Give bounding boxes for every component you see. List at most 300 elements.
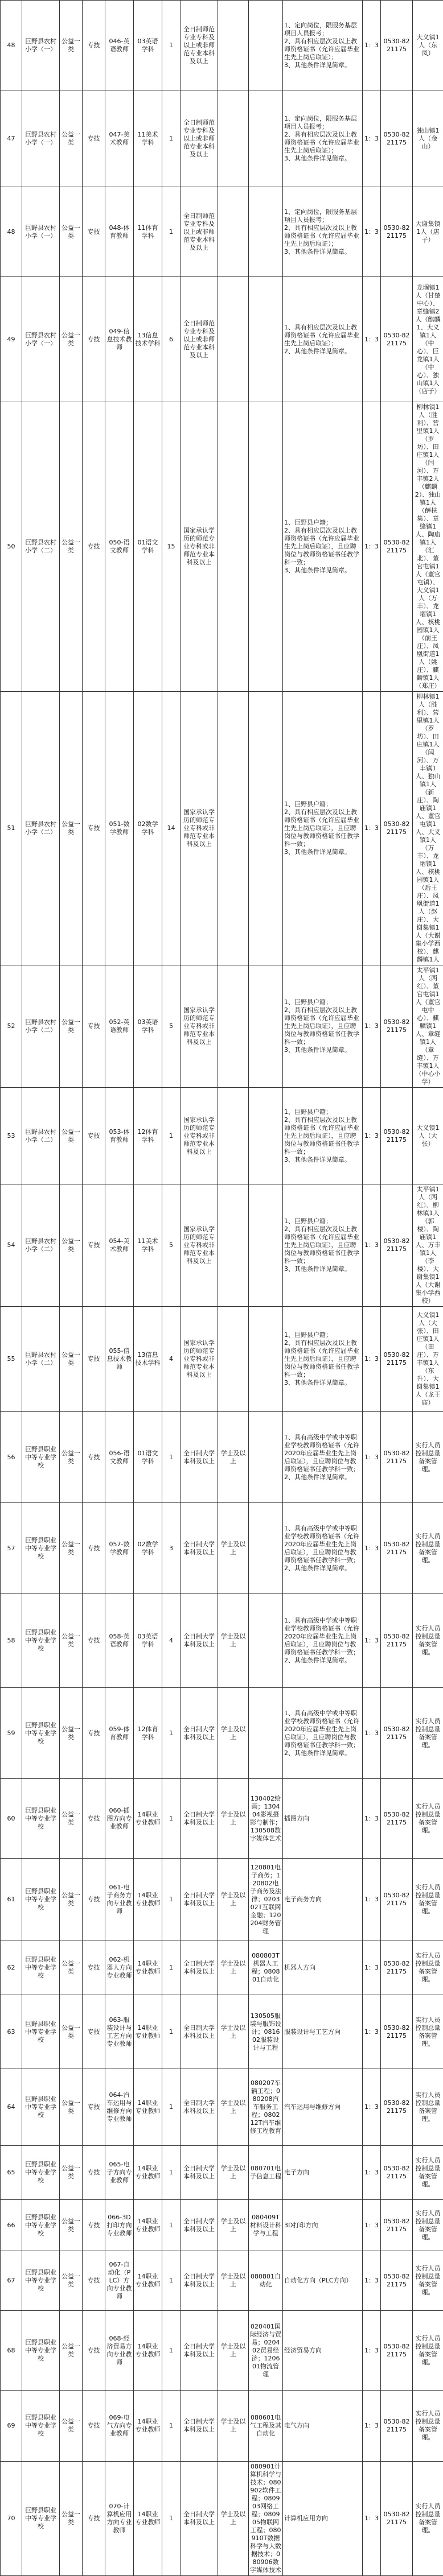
- remarks: 龙堌镇1人（甘楚中心）、章缝镇2人（麒麟1、大义镇1人（中心）、巨龙镇1人（中心）、独山镇1人（店子）: [413, 277, 443, 402]
- exam-ratio: 1：3: [363, 2311, 381, 2391]
- subject-category: 11体育学科: [134, 187, 162, 277]
- consult-phone: 0530-8221175: [381, 2311, 413, 2391]
- other-conditions: 1、巨野县户籍； 2、具有相应层次及以上教师资格证书（允许应届毕业生先上岗后取证），且应聘岗位与教师资格证书任教学科一致； 3、其他条件详见简章。: [283, 965, 363, 1088]
- other-conditions: 1、具有高级中学或中等职业学校教师资格证书（允许2020年应届毕业生先上岗后取证），且应聘岗位与教师资格证书任教学科一致； 2、其他条件详见简章。: [283, 1503, 363, 1594]
- exam-ratio: 1：3: [363, 1, 381, 90]
- post-name: 051-数学教师: [105, 692, 134, 965]
- degree-req: 学士及以上: [218, 2146, 249, 2200]
- remarks: 实行人员控制总量备案管理。: [413, 2311, 443, 2391]
- hire-count: 5: [162, 1184, 181, 1307]
- hire-count: 1: [162, 90, 181, 187]
- degree-req: 学士及以上: [218, 2391, 249, 2462]
- other-conditions: 1、巨野县户籍； 2、具有相应层次及以上教师资格证书（允许应届毕业生先上岗后取证），且应聘岗位与教师资格证书任教学科一致； 3、其他条件详见简章。: [283, 692, 363, 965]
- major-req: [249, 692, 283, 965]
- table-row: [1, 187, 443, 277]
- degree-req: 学士及以上: [218, 2462, 249, 2576]
- post-level: 专技: [83, 1941, 105, 1995]
- remarks: 实行人员控制总量备案管理。: [413, 1779, 443, 1859]
- remarks: 实行人员控制总量备案管理。: [413, 2146, 443, 2200]
- degree-req: 学士及以上: [218, 2069, 249, 2146]
- degree-req: [218, 1, 249, 90]
- education-req: 国家承认学历的师范专业专科或非师范专业本科及以上: [181, 1184, 218, 1307]
- unit-name: 巨野县职业中等专业学校: [22, 1412, 60, 1503]
- table-row: [1, 1859, 443, 1941]
- unit-name: 巨野县农村小学（二）: [22, 1184, 60, 1307]
- unit-type: 公益一类: [60, 1503, 83, 1594]
- consult-phone: 0530-8221175: [381, 90, 413, 187]
- hire-count: 1: [162, 1, 181, 90]
- post-name: 057-数学教师: [105, 1503, 134, 1594]
- unit-name: 巨野县农村小学（一）: [22, 1, 60, 90]
- unit-type: 公益一类: [60, 277, 83, 402]
- subject-category: 01语文学科: [134, 402, 162, 692]
- row-number: 51: [1, 692, 22, 965]
- subject-category: 14职业专业教师: [134, 2462, 162, 2576]
- exam-ratio: 1：3: [363, 1859, 381, 1941]
- hire-count: 14: [162, 692, 181, 965]
- hire-count: 1: [162, 2462, 181, 2576]
- exam-ratio: 1：3: [363, 965, 381, 1088]
- major-req: [249, 1088, 283, 1184]
- unit-type: 公益一类: [60, 692, 83, 965]
- subject-category: 03英语学科: [134, 1, 162, 90]
- education-req: 全日制大学本科及以上: [181, 2146, 218, 2200]
- table-row: [1, 1995, 443, 2069]
- education-req: 全日制大学本科及以上: [181, 1688, 218, 1779]
- consult-phone: 0530-8221175: [381, 1995, 413, 2069]
- hire-count: 1: [162, 2200, 181, 2251]
- post-name: 061-电子商务方向专业教师: [105, 1859, 134, 1941]
- table-row: [1, 965, 443, 1088]
- table-row: [1, 692, 443, 965]
- row-number: 52: [1, 965, 22, 1088]
- education-req: 全日制师范专业专科及以上或非师范专业本科及以上: [181, 90, 218, 187]
- row-number: 47: [1, 90, 22, 187]
- exam-ratio: 1：3: [363, 187, 381, 277]
- subject-category: 03英语学科: [134, 1594, 162, 1688]
- remarks: 柳林镇1人（胜利）、营里镇1人（罗坊）、田庄镇1人（闫河）、万丰镇1人、独山镇1人（新庄）、陶庙镇1人、董官屯镇1人、大义镇1人（万丰）、龙堌镇1人、核桃园镇1人（后王庄）、凤凰街道1人（赵庄）、大谢集镇1人（大谢集小学西校）、麒麟镇1人: [413, 692, 443, 965]
- remarks: 实行人员控制总量备案管理。: [413, 1412, 443, 1503]
- table-row: [1, 2391, 443, 2462]
- row-number: 63: [1, 1995, 22, 2069]
- exam-ratio: 1：3: [363, 1779, 381, 1859]
- post-level: 专技: [83, 1779, 105, 1859]
- table-row: [1, 1594, 443, 1688]
- education-req: 全日制大学本科及以上: [181, 1995, 218, 2069]
- exam-ratio: 1：3: [363, 2391, 381, 2462]
- hire-count: 1: [162, 1941, 181, 1995]
- exam-ratio: 1：3: [363, 1184, 381, 1307]
- other-conditions: 计算机应用方向: [283, 2462, 363, 2576]
- exam-ratio: 1：3: [363, 2069, 381, 2146]
- unit-type: 公益一类: [60, 187, 83, 277]
- other-conditions: 汽车运用与维修方向: [283, 2069, 363, 2146]
- hire-count: 1: [162, 1779, 181, 1859]
- major-req: 080901计算机科学与技术；080902软件工程；080903网络工程；080905物联网工程；080910T数据科学与大数据技术；080906数字媒体技术: [249, 2462, 283, 2576]
- exam-ratio: 1：3: [363, 1412, 381, 1503]
- other-conditions: 3D打印方向: [283, 2200, 363, 2251]
- degree-req: [218, 965, 249, 1088]
- other-conditions: 1、巨野县户籍； 2、具有相应层次及以上教师资格证书（允许应届毕业生先上岗后取证），且应聘岗位与教师资格证书任教学科一致； 3、其他条件详见简章。: [283, 1184, 363, 1307]
- education-req: 全日制大学本科及以上: [181, 1503, 218, 1594]
- unit-name: 巨野县农村小学（二）: [22, 692, 60, 965]
- row-number: 48: [1, 187, 22, 277]
- subject-category: 12体育学科: [134, 1688, 162, 1779]
- major-req: [249, 277, 283, 402]
- consult-phone: 0530-8221175: [381, 1941, 413, 1995]
- unit-type: 公益一类: [60, 1, 83, 90]
- degree-req: [218, 1184, 249, 1307]
- row-number: 50: [1, 402, 22, 692]
- consult-phone: 0530-8221175: [381, 1594, 413, 1688]
- consult-phone: 0530-8221175: [381, 1088, 413, 1184]
- remarks: 实行人员控制总量备案管理。: [413, 2251, 443, 2311]
- remarks: 柳林镇1人（胜利）、营里镇1人（罗坊）、田庄镇1人（闫河）、万丰镇2人（麒麟2）、独山镇1人（薛扶集）、章缝镇1人、陶庙镇1人（汇北）、董官屯镇1人（董官屯镇）、大义镇1人（万丰）、龙堌镇1人、核桃园镇1人（前王庄）、凤凰街道1人（姚庄）、麒麟镇1人（郑庄）: [413, 402, 443, 692]
- unit-name: 巨野县职业中等专业学校: [22, 1859, 60, 1941]
- row-number: 62: [1, 1941, 22, 1995]
- education-req: 全日制大学本科及以上: [181, 2462, 218, 2576]
- row-number: 48: [1, 1, 22, 90]
- post-name: 053-体育教师: [105, 1088, 134, 1184]
- unit-type: 公益一类: [60, 1779, 83, 1859]
- degree-req: 学士及以上: [218, 2251, 249, 2311]
- education-req: 国家承认学历的师范专业专科或非师范专业本科及以上: [181, 692, 218, 965]
- row-number: 56: [1, 1412, 22, 1503]
- subject-category: 14职业专业教师: [134, 2069, 162, 2146]
- consult-phone: 0530-8221175: [381, 2462, 413, 2576]
- unit-name: 巨野县农村小学（一）: [22, 187, 60, 277]
- other-conditions: 插图方向: [283, 1779, 363, 1859]
- post-level: 专技: [83, 1594, 105, 1688]
- hire-count: 1: [162, 2146, 181, 2200]
- post-name: 049-信息技术教师: [105, 277, 134, 402]
- unit-type: 公益一类: [60, 965, 83, 1088]
- degree-req: [218, 90, 249, 187]
- table-row: [1, 1088, 443, 1184]
- exam-ratio: 1：3: [363, 2200, 381, 2251]
- post-name: 055-信息技术教师: [105, 1307, 134, 1412]
- other-conditions: 1、具有高级中学或中等职业学校教师资格证书（允许2020年应届毕业生先上岗后取证），且应聘岗位与教师资格证书任教学科一致； 2、其他条件详见简章。: [283, 1688, 363, 1779]
- other-conditions: 1、巨野县户籍； 2、具有相应层次及以上教师资格证书（允许应届毕业生先上岗后取证），且应聘岗位与教师资格证书任教学科一致； 3、其他条件详见简章。: [283, 1088, 363, 1184]
- consult-phone: 0530-8221175: [381, 2146, 413, 2200]
- education-req: 国家承认学历的师范专业专科或非师范专业本科及以上: [181, 402, 218, 692]
- unit-name: 巨野县农村小学（二）: [22, 965, 60, 1088]
- unit-type: 公益一类: [60, 1184, 83, 1307]
- hire-count: 1: [162, 1995, 181, 2069]
- major-req: 080601电气工程及其自动化: [249, 2391, 283, 2462]
- hire-count: 1: [162, 1688, 181, 1779]
- other-conditions: 电子方向: [283, 2146, 363, 2200]
- other-conditions: 机器人方向: [283, 1941, 363, 1995]
- post-name: 068-经济贸易方向专业教师: [105, 2311, 134, 2391]
- post-level: 专技: [83, 2391, 105, 2462]
- post-name: 069-电气方向专业教师: [105, 2391, 134, 2462]
- hire-count: 1: [162, 187, 181, 277]
- table-row: [1, 2462, 443, 2576]
- exam-ratio: 1：3: [363, 90, 381, 187]
- table-row: [1, 1184, 443, 1307]
- post-level: 专技: [83, 965, 105, 1088]
- table-row: [1, 1307, 443, 1412]
- post-name: 052-英语教师: [105, 965, 134, 1088]
- unit-name: 巨野县农村小学（一）: [22, 277, 60, 402]
- unit-name: 巨野县职业中等专业学校: [22, 2146, 60, 2200]
- row-number: 66: [1, 2200, 22, 2251]
- subject-category: 11美术学科: [134, 1184, 162, 1307]
- row-number: 53: [1, 1088, 22, 1184]
- table-row: [1, 90, 443, 187]
- major-req: [249, 1594, 283, 1688]
- unit-type: 公益一类: [60, 1995, 83, 2069]
- exam-ratio: 1：3: [363, 692, 381, 965]
- other-conditions: 电气方向: [283, 2391, 363, 2462]
- degree-req: 学士及以上: [218, 1688, 249, 1779]
- major-req: [249, 1503, 283, 1594]
- hire-count: 6: [162, 277, 181, 402]
- post-level: 专技: [83, 1184, 105, 1307]
- post-level: 专技: [83, 1503, 105, 1594]
- row-number: 59: [1, 1688, 22, 1779]
- education-req: 国家承认学历的师范专业专科或非师范专业本科及以上: [181, 1088, 218, 1184]
- post-level: 专技: [83, 1688, 105, 1779]
- subject-category: 14职业专业教师: [134, 1859, 162, 1941]
- consult-phone: 0530-8221175: [381, 1412, 413, 1503]
- unit-type: 公益一类: [60, 1088, 83, 1184]
- consult-phone: 0530-8221175: [381, 2069, 413, 2146]
- degree-req: [218, 402, 249, 692]
- row-number: 49: [1, 277, 22, 402]
- post-level: 专技: [83, 1, 105, 90]
- other-conditions: 1、具有高级中学或中等职业学校教师资格证书（允许2020年应届毕业生先上岗后取证），且应聘岗位与教师资格证书任教学科一致； 2、其他条件详见简章。: [283, 1594, 363, 1688]
- hire-count: 1: [162, 1859, 181, 1941]
- major-req: 080207车辆工程；080208汽车服务工程；080212T汽车维修工程教育: [249, 2069, 283, 2146]
- post-level: 专技: [83, 187, 105, 277]
- table-row: [1, 402, 443, 692]
- post-name: 046-英语教师: [105, 1, 134, 90]
- unit-type: 公益一类: [60, 402, 83, 692]
- row-number: 57: [1, 1503, 22, 1594]
- unit-type: 公益一类: [60, 1688, 83, 1779]
- exam-ratio: 1：3: [363, 2251, 381, 2311]
- post-level: 专技: [83, 402, 105, 692]
- hire-count: 15: [162, 402, 181, 692]
- major-req: 130505服装与服饰设计；081602服装设计与工程: [249, 1995, 283, 2069]
- exam-ratio: 1：3: [363, 1503, 381, 1594]
- post-name: 070-计算机应用方向专业教师: [105, 2462, 134, 2576]
- row-number: 61: [1, 1859, 22, 1941]
- unit-name: 巨野县农村小学（二）: [22, 1307, 60, 1412]
- post-name: 063-服装设计与工艺方向专业教师: [105, 1995, 134, 2069]
- major-req: [249, 965, 283, 1088]
- remarks: 实行人员控制总量备案管理。: [413, 2069, 443, 2146]
- post-name: 060-插图方向专业教师: [105, 1779, 134, 1859]
- major-req: [249, 1412, 283, 1503]
- remarks: 大义镇1人（大张）、田庄镇1人（田庄）、万丰镇1人（东升）、大谢集镇1人（龙王庙）: [413, 1307, 443, 1412]
- remarks: 独山镇1人（金山）: [413, 90, 443, 187]
- unit-name: 巨野县职业中等专业学校: [22, 2069, 60, 2146]
- post-name: 054-美术教师: [105, 1184, 134, 1307]
- exam-ratio: 1：3: [363, 1594, 381, 1688]
- post-name: 059-体育教师: [105, 1688, 134, 1779]
- education-req: 全日制师范专业专科及以上或非师范专业本科及以上: [181, 1, 218, 90]
- remarks: 实行人员控制总量备案管理。: [413, 1503, 443, 1594]
- hire-count: 1: [162, 2391, 181, 2462]
- unit-type: 公益一类: [60, 1941, 83, 1995]
- unit-type: 公益一类: [60, 2311, 83, 2391]
- remarks: 大谢集镇1人（店子）: [413, 187, 443, 277]
- degree-req: 学士及以上: [218, 1859, 249, 1941]
- post-level: 专技: [83, 2311, 105, 2391]
- subject-category: 03英语学科: [134, 965, 162, 1088]
- degree-req: 学士及以上: [218, 1779, 249, 1859]
- unit-name: 巨野县职业中等专业学校: [22, 1941, 60, 1995]
- unit-name: 巨野县职业中等专业学校: [22, 1688, 60, 1779]
- row-number: 54: [1, 1184, 22, 1307]
- education-req: 全日制大学本科及以上: [181, 1779, 218, 1859]
- degree-req: [218, 1088, 249, 1184]
- degree-req: 学士及以上: [218, 2311, 249, 2391]
- table-row: [1, 2311, 443, 2391]
- subject-category: 14职业专业教师: [134, 1779, 162, 1859]
- subject-category: 14职业专业教师: [134, 2311, 162, 2391]
- remarks: 实行人员控制总量备案管理。: [413, 2200, 443, 2251]
- unit-name: 巨野县农村小学（一）: [22, 90, 60, 187]
- post-level: 专技: [83, 1995, 105, 2069]
- subject-category: 11美术学科: [134, 90, 162, 187]
- post-level: 专技: [83, 1412, 105, 1503]
- table-row: [1, 1779, 443, 1859]
- unit-name: 巨野县农村小学（二）: [22, 1088, 60, 1184]
- post-level: 专技: [83, 1307, 105, 1412]
- post-name: 062-机器人方向专业教师: [105, 1941, 134, 1995]
- education-req: 全日制大学本科及以上: [181, 2200, 218, 2251]
- unit-name: 巨野县职业中等专业学校: [22, 2200, 60, 2251]
- table-row: [1, 1, 443, 90]
- exam-ratio: 1：3: [363, 1995, 381, 2069]
- major-req: [249, 90, 283, 187]
- degree-req: [218, 1307, 249, 1412]
- degree-req: [218, 692, 249, 965]
- subject-category: 14职业专业教师: [134, 1941, 162, 1995]
- hire-count: 1: [162, 2311, 181, 2391]
- major-req: [249, 1307, 283, 1412]
- exam-ratio: 1：3: [363, 277, 381, 402]
- education-req: 全日制大学本科及以上: [181, 1859, 218, 1941]
- table-row: [1, 1503, 443, 1594]
- table-row: [1, 277, 443, 402]
- consult-phone: 0530-8221175: [381, 1503, 413, 1594]
- education-req: 全日制大学本科及以上: [181, 2391, 218, 2462]
- hire-count: 1: [162, 2251, 181, 2311]
- exam-ratio: 1：3: [363, 1688, 381, 1779]
- hire-count: 3: [162, 1503, 181, 1594]
- post-name: 056-语文教师: [105, 1412, 134, 1503]
- major-req: 080409T材料设计科学与工程: [249, 2200, 283, 2251]
- remarks: 实行人员控制总量备案管理。: [413, 2391, 443, 2462]
- major-req: 080701电子信息工程: [249, 2146, 283, 2200]
- post-name: 067-自动化（PLC）方向专业教师: [105, 2251, 134, 2311]
- post-level: 专技: [83, 277, 105, 402]
- education-req: 全日制大学本科及以上: [181, 2251, 218, 2311]
- unit-type: 公益一类: [60, 2391, 83, 2462]
- post-level: 专技: [83, 1859, 105, 1941]
- post-level: 专技: [83, 2069, 105, 2146]
- other-conditions: 电子商务方向: [283, 1859, 363, 1941]
- post-name: 064-汽车运用与维修方向专业教师: [105, 2069, 134, 2146]
- table-row: [1, 1412, 443, 1503]
- degree-req: 学士及以上: [218, 2200, 249, 2251]
- education-req: 全日制大学本科及以上: [181, 1412, 218, 1503]
- unit-type: 公益一类: [60, 1412, 83, 1503]
- unit-name: 巨野县职业中等专业学校: [22, 2251, 60, 2311]
- major-req: 080801自动化: [249, 2251, 283, 2311]
- major-req: [249, 402, 283, 692]
- exam-ratio: 1：3: [363, 1941, 381, 1995]
- education-req: 国家承认学历的师范专业专科或非师范专业本科及以上: [181, 965, 218, 1088]
- degree-req: [218, 277, 249, 402]
- subject-category: 14职业专业教师: [134, 2200, 162, 2251]
- unit-name: 巨野县职业中等专业学校: [22, 2391, 60, 2462]
- unit-type: 公益一类: [60, 2069, 83, 2146]
- post-level: 专技: [83, 2146, 105, 2200]
- unit-name: 巨野县职业中等专业学校: [22, 1779, 60, 1859]
- row-number: 55: [1, 1307, 22, 1412]
- consult-phone: 0530-8221175: [381, 2251, 413, 2311]
- remarks: 实行人员控制总量备案管理。: [413, 1941, 443, 1995]
- major-req: 130402绘画；130404影视摄影与制作；130508数字媒体艺术: [249, 1779, 283, 1859]
- consult-phone: 0530-8221175: [381, 965, 413, 1088]
- degree-req: 学士及以上: [218, 1941, 249, 1995]
- other-conditions: 1、定向岗位，限服务基层项目人员报考； 2、具有相应层次及以上教师资格证书（允许应届毕业生先上岗后取证）； 3、其他条件详见简章。: [283, 1, 363, 90]
- row-number: 60: [1, 1779, 22, 1859]
- post-level: 专技: [83, 1088, 105, 1184]
- post-level: 专技: [83, 90, 105, 187]
- post-name: 048-体育教师: [105, 187, 134, 277]
- unit-name: 巨野县职业中等专业学校: [22, 1995, 60, 2069]
- unit-type: 公益一类: [60, 2200, 83, 2251]
- consult-phone: 0530-8221175: [381, 187, 413, 277]
- education-req: 全日制大学本科及以上: [181, 2311, 218, 2391]
- degree-req: [218, 187, 249, 277]
- major-req: 020401国际经济与贸易；020402贸易经济；120601物流管理: [249, 2311, 283, 2391]
- consult-phone: 0530-8221175: [381, 2391, 413, 2462]
- remarks: 大义镇1人（东凤）: [413, 1, 443, 90]
- major-req: [249, 187, 283, 277]
- consult-phone: 0530-8221175: [381, 402, 413, 692]
- education-req: 全日制师范专业专科及以上或非师范专业本科及以上: [181, 187, 218, 277]
- remarks: 太平镇1人（两红）、董官屯镇1人（董官屯中心）、麒麟镇1人、章缝镇1人（章缝）、万丰镇1人（中心小学）: [413, 965, 443, 1088]
- other-conditions: 1、定向岗位，限服务基层项目人员报考； 2、具有相应层次及以上教师资格证书（允许应届毕业生先上岗后取证）； 3、其他条件详见简章。: [283, 187, 363, 277]
- hire-count: 1: [162, 2069, 181, 2146]
- table-row: [1, 2251, 443, 2311]
- post-level: 专技: [83, 2251, 105, 2311]
- consult-phone: 0530-8221175: [381, 277, 413, 402]
- other-conditions: 1、定向岗位，限服务基层项目人员报考； 2、具有相应层次及以上教师资格证书（允许应届毕业生先上岗后取证）； 3、其他条件详见简章。: [283, 90, 363, 187]
- unit-name: 巨野县职业中等专业学校: [22, 2462, 60, 2576]
- degree-req: 学士及以上: [218, 1995, 249, 2069]
- unit-type: 公益一类: [60, 2462, 83, 2576]
- major-req: [249, 1688, 283, 1779]
- hire-count: 4: [162, 1307, 181, 1412]
- hire-count: 1: [162, 1088, 181, 1184]
- subject-category: 14职业专业教师: [134, 2146, 162, 2200]
- unit-name: 巨野县职业中等专业学校: [22, 1503, 60, 1594]
- consult-phone: 0530-8221175: [381, 1779, 413, 1859]
- unit-type: 公益一类: [60, 1594, 83, 1688]
- remarks: 实行人员控制总量备案管理。: [413, 1594, 443, 1688]
- other-conditions: 服装设计与工艺方向: [283, 1995, 363, 2069]
- table-row: [1, 2146, 443, 2200]
